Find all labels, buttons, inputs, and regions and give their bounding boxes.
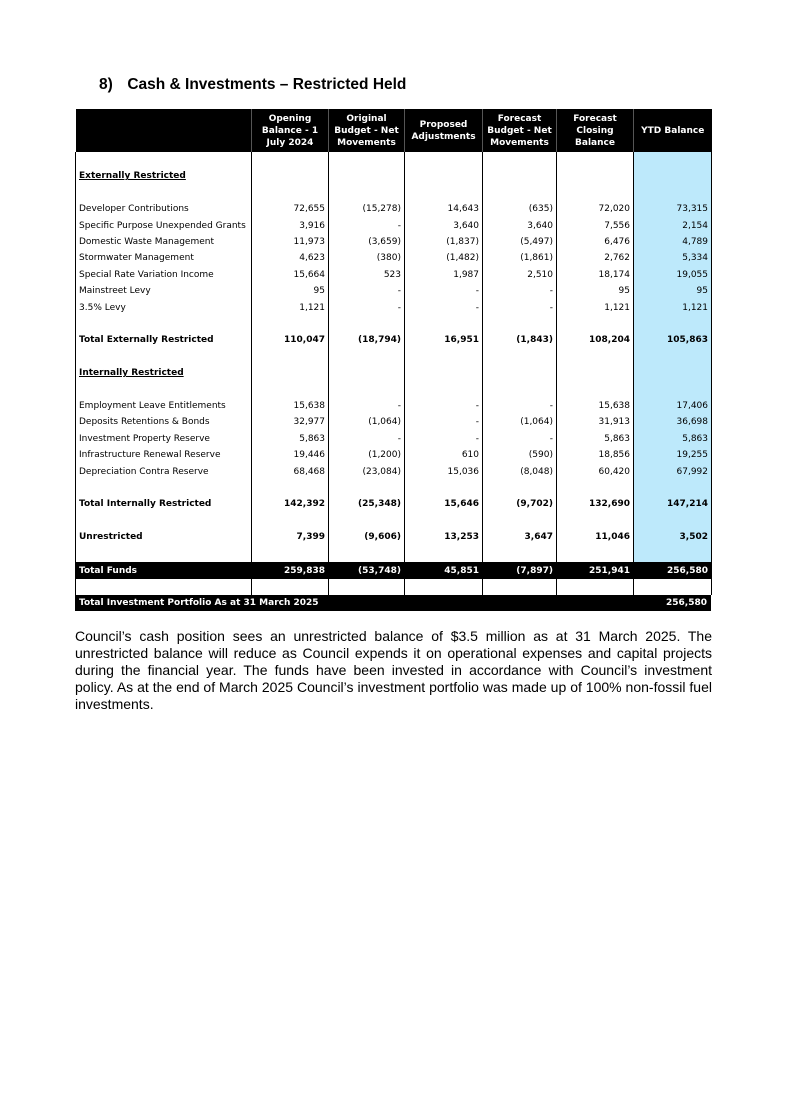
- value-cell: (25,348): [329, 496, 405, 512]
- value-cell: 31,913: [557, 414, 634, 430]
- value-cell: 67,992: [634, 464, 712, 480]
- value-cell: 6,476: [557, 234, 634, 250]
- value-cell: 17,406: [634, 398, 712, 414]
- row-label-cell: Unrestricted: [76, 529, 252, 545]
- value-cell: 95: [252, 283, 329, 299]
- value-cell: 105,863: [634, 332, 712, 348]
- value-cell: [329, 152, 405, 168]
- table-row-spacer: [76, 349, 712, 365]
- value-cell: [329, 316, 405, 332]
- value-cell: 32,977: [252, 414, 329, 430]
- value-cell: [405, 513, 483, 529]
- section-heading: [99, 76, 406, 94]
- value-cell: [634, 168, 712, 184]
- value-cell: (53,748): [329, 563, 405, 580]
- value-cell: [252, 152, 329, 168]
- row-label-cell: Employment Leave Entitlements: [76, 398, 252, 414]
- value-cell: 72,020: [557, 201, 634, 217]
- value-cell: [483, 480, 557, 496]
- value-cell: [634, 579, 712, 595]
- table-row-spacer: [76, 546, 712, 563]
- value-cell: 18,174: [557, 267, 634, 283]
- value-cell: [483, 349, 557, 365]
- row-label-cell: Depreciation Contra Reserve: [76, 464, 252, 480]
- value-cell: -: [405, 431, 483, 447]
- row-label-cell: [76, 513, 252, 529]
- value-cell: [483, 168, 557, 184]
- value-cell: 7,556: [557, 218, 634, 234]
- value-cell: 72,655: [252, 201, 329, 217]
- value-cell: 108,204: [557, 332, 634, 348]
- table-row-spacer: [76, 316, 712, 332]
- table-row: [76, 414, 712, 430]
- value-cell: -: [483, 431, 557, 447]
- table-row: [76, 283, 712, 299]
- value-cell: [405, 185, 483, 201]
- value-cell: (5,497): [483, 234, 557, 250]
- value-cell: [557, 513, 634, 529]
- table-row-section: [76, 168, 712, 184]
- row-label-cell: Infrastructure Renewal Reserve: [76, 447, 252, 463]
- value-cell: (1,837): [405, 234, 483, 250]
- value-cell: 68,468: [252, 464, 329, 480]
- value-cell: 251,941: [557, 563, 634, 580]
- value-cell: [557, 185, 634, 201]
- value-cell: [405, 480, 483, 496]
- section-title: Cash & Investments – Restricted Held: [127, 76, 407, 93]
- row-label-cell: Total Externally Restricted: [76, 332, 252, 348]
- value-cell: 15,664: [252, 267, 329, 283]
- table-row: [76, 250, 712, 266]
- value-cell: [634, 185, 712, 201]
- value-cell: 45,851: [405, 563, 483, 580]
- value-cell: -: [329, 218, 405, 234]
- value-cell: 14,643: [405, 201, 483, 217]
- table-row-spacer: [76, 513, 712, 529]
- value-cell: 19,446: [252, 447, 329, 463]
- value-cell: -: [329, 300, 405, 316]
- value-cell: 142,392: [252, 496, 329, 512]
- row-label-cell: [76, 579, 252, 595]
- table-row-spacer: [76, 382, 712, 398]
- value-cell: [483, 546, 557, 563]
- value-cell: 73,315: [634, 201, 712, 217]
- table-header-row: [76, 109, 712, 152]
- value-cell: 610: [405, 447, 483, 463]
- value-cell: [252, 168, 329, 184]
- table-row-dark: [76, 563, 712, 580]
- value-cell: [405, 316, 483, 332]
- value-cell: [634, 480, 712, 496]
- value-cell: -: [405, 300, 483, 316]
- table-row: [76, 398, 712, 414]
- value-cell: [329, 480, 405, 496]
- value-cell: 523: [329, 267, 405, 283]
- value-cell: (635): [483, 201, 557, 217]
- value-cell: 2,510: [483, 267, 557, 283]
- value-cell: [252, 316, 329, 332]
- value-cell: [483, 579, 557, 595]
- value-cell: 3,502: [634, 529, 712, 545]
- value-cell: 11,973: [252, 234, 329, 250]
- row-label-cell: Total Internally Restricted: [76, 496, 252, 512]
- value-cell: 256,580: [634, 563, 712, 580]
- value-cell: (1,861): [483, 250, 557, 266]
- value-cell: 11,046: [557, 529, 634, 545]
- value-cell: [557, 365, 634, 381]
- value-cell: (380): [329, 250, 405, 266]
- header-proposed-adjustments: Proposed Adjustments: [405, 109, 483, 152]
- value-cell: (15,278): [329, 201, 405, 217]
- header-cell: [76, 109, 252, 152]
- table-row-spacer: [76, 185, 712, 201]
- value-cell: 259,838: [252, 563, 329, 580]
- row-label-cell: [76, 546, 252, 563]
- table-body: [76, 152, 712, 595]
- value-cell: (18,794): [329, 332, 405, 348]
- table-row-total: [76, 332, 712, 348]
- value-cell: [557, 382, 634, 398]
- table-row: [76, 464, 712, 480]
- value-cell: [634, 316, 712, 332]
- value-cell: (9,606): [329, 529, 405, 545]
- value-cell: [329, 513, 405, 529]
- portfolio-total-bar: [75, 595, 711, 611]
- value-cell: 5,863: [634, 431, 712, 447]
- value-cell: 13,253: [405, 529, 483, 545]
- value-cell: 95: [634, 283, 712, 299]
- value-cell: [329, 579, 405, 595]
- value-cell: 110,047: [252, 332, 329, 348]
- value-cell: -: [329, 431, 405, 447]
- row-label-cell: Domestic Waste Management: [76, 234, 252, 250]
- value-cell: 3,647: [483, 529, 557, 545]
- value-cell: [329, 349, 405, 365]
- value-cell: [329, 365, 405, 381]
- value-cell: [252, 480, 329, 496]
- portfolio-label: Total Investment Portfolio As at 31 March 2025: [79, 598, 319, 609]
- value-cell: -: [483, 398, 557, 414]
- value-cell: [634, 152, 712, 168]
- value-cell: -: [483, 283, 557, 299]
- value-cell: 1,121: [634, 300, 712, 316]
- value-cell: [483, 185, 557, 201]
- value-cell: (23,084): [329, 464, 405, 480]
- value-cell: (590): [483, 447, 557, 463]
- value-cell: 15,646: [405, 496, 483, 512]
- value-cell: 19,255: [634, 447, 712, 463]
- table-row-section: [76, 365, 712, 381]
- row-label-cell: Internally Restricted: [76, 365, 252, 381]
- value-cell: [557, 316, 634, 332]
- table-row: [76, 218, 712, 234]
- value-cell: [483, 316, 557, 332]
- value-cell: 1,121: [252, 300, 329, 316]
- value-cell: [557, 168, 634, 184]
- value-cell: 1,987: [405, 267, 483, 283]
- row-label-cell: Specific Purpose Unexpended Grants: [76, 218, 252, 234]
- header-opening-balance: Opening Balance - 1 July 2024: [252, 109, 329, 152]
- header-ytd-balance: YTD Balance: [634, 109, 712, 152]
- value-cell: 1,121: [557, 300, 634, 316]
- value-cell: [483, 513, 557, 529]
- value-cell: [252, 546, 329, 563]
- value-cell: [252, 349, 329, 365]
- table-row-spacer: [76, 480, 712, 496]
- row-label-cell: Investment Property Reserve: [76, 431, 252, 447]
- value-cell: 15,638: [252, 398, 329, 414]
- value-cell: [405, 168, 483, 184]
- value-cell: 2,762: [557, 250, 634, 266]
- value-cell: [483, 152, 557, 168]
- header-forecast-budget: Forecast Budget - Net Movements: [483, 109, 557, 152]
- row-label-cell: 3.5% Levy: [76, 300, 252, 316]
- value-cell: 4,623: [252, 250, 329, 266]
- value-cell: [329, 546, 405, 563]
- value-cell: [329, 382, 405, 398]
- value-cell: [329, 185, 405, 201]
- value-cell: [483, 365, 557, 381]
- value-cell: -: [483, 300, 557, 316]
- row-label-cell: [76, 382, 252, 398]
- value-cell: [252, 185, 329, 201]
- table-row-spacer: [76, 152, 712, 168]
- table-row: [76, 201, 712, 217]
- row-label-cell: Deposits Retentions & Bonds: [76, 414, 252, 430]
- value-cell: 147,214: [634, 496, 712, 512]
- value-cell: [557, 349, 634, 365]
- value-cell: [557, 152, 634, 168]
- value-cell: (1,064): [483, 414, 557, 430]
- row-label-cell: Externally Restricted: [76, 168, 252, 184]
- value-cell: 95: [557, 283, 634, 299]
- value-cell: [252, 513, 329, 529]
- value-cell: [252, 579, 329, 595]
- row-label-cell: Mainstreet Levy: [76, 283, 252, 299]
- value-cell: [483, 382, 557, 398]
- value-cell: (1,200): [329, 447, 405, 463]
- value-cell: [405, 382, 483, 398]
- value-cell: (1,064): [329, 414, 405, 430]
- commentary-paragraph: Council’s cash position sees an unrestricted balance of $3.5 million as at 31 March 2025. The unrestricted balance will reduce as Council expends it on operational expenses and capital projects during the financial year. The funds have been invested in accordance with Council’s investment policy. As at the end of March 2025 Council’s investment portfolio was made up of 100% non-fossil fuel investments.: [75, 628, 712, 712]
- value-cell: 3,640: [405, 218, 483, 234]
- value-cell: 7,399: [252, 529, 329, 545]
- cash-investments-table: [75, 109, 711, 611]
- value-cell: -: [405, 283, 483, 299]
- row-label-cell: Stormwater Management: [76, 250, 252, 266]
- table-row: [76, 300, 712, 316]
- value-cell: 5,863: [557, 431, 634, 447]
- value-cell: 16,951: [405, 332, 483, 348]
- row-label-cell: [76, 152, 252, 168]
- value-cell: 15,638: [557, 398, 634, 414]
- table-row: [76, 447, 712, 463]
- value-cell: [405, 579, 483, 595]
- value-cell: (7,897): [483, 563, 557, 580]
- value-cell: [634, 349, 712, 365]
- value-cell: 60,420: [557, 464, 634, 480]
- row-label-cell: Total Funds: [76, 563, 252, 580]
- row-label-cell: Developer Contributions: [76, 201, 252, 217]
- value-cell: (1,843): [483, 332, 557, 348]
- value-cell: 18,856: [557, 447, 634, 463]
- value-cell: [557, 546, 634, 563]
- section-number: 8): [99, 76, 113, 93]
- table-row: [76, 234, 712, 250]
- row-label-cell: [76, 185, 252, 201]
- row-label-cell: [76, 480, 252, 496]
- value-cell: -: [405, 398, 483, 414]
- value-cell: [252, 382, 329, 398]
- header-forecast-closing: Forecast Closing Balance: [557, 109, 634, 152]
- value-cell: (3,659): [329, 234, 405, 250]
- table-row: [76, 431, 712, 447]
- header-original-budget: Original Budget - Net Movements: [329, 109, 405, 152]
- value-cell: 4,789: [634, 234, 712, 250]
- value-cell: (1,482): [405, 250, 483, 266]
- value-cell: -: [405, 414, 483, 430]
- value-cell: (8,048): [483, 464, 557, 480]
- value-cell: 2,154: [634, 218, 712, 234]
- value-cell: [634, 546, 712, 563]
- value-cell: [405, 349, 483, 365]
- value-cell: [405, 546, 483, 563]
- value-cell: [405, 152, 483, 168]
- table-row: [76, 267, 712, 283]
- value-cell: 36,698: [634, 414, 712, 430]
- portfolio-value: 256,580: [666, 598, 707, 609]
- value-cell: 5,863: [252, 431, 329, 447]
- row-label-cell: [76, 316, 252, 332]
- value-cell: [634, 513, 712, 529]
- table-row-blank: [76, 579, 712, 595]
- value-cell: (9,702): [483, 496, 557, 512]
- value-cell: [329, 168, 405, 184]
- value-cell: [557, 480, 634, 496]
- table-row-total: [76, 529, 712, 545]
- value-cell: 19,055: [634, 267, 712, 283]
- value-cell: 132,690: [557, 496, 634, 512]
- row-label-cell: Special Rate Variation Income: [76, 267, 252, 283]
- value-cell: 3,916: [252, 218, 329, 234]
- value-cell: [252, 365, 329, 381]
- value-cell: 5,334: [634, 250, 712, 266]
- table-row-total: [76, 496, 712, 512]
- value-cell: -: [329, 283, 405, 299]
- value-cell: -: [329, 398, 405, 414]
- value-cell: [634, 365, 712, 381]
- value-cell: 3,640: [483, 218, 557, 234]
- value-cell: 15,036: [405, 464, 483, 480]
- value-cell: [405, 365, 483, 381]
- value-cell: [634, 382, 712, 398]
- value-cell: [557, 579, 634, 595]
- row-label-cell: [76, 349, 252, 365]
